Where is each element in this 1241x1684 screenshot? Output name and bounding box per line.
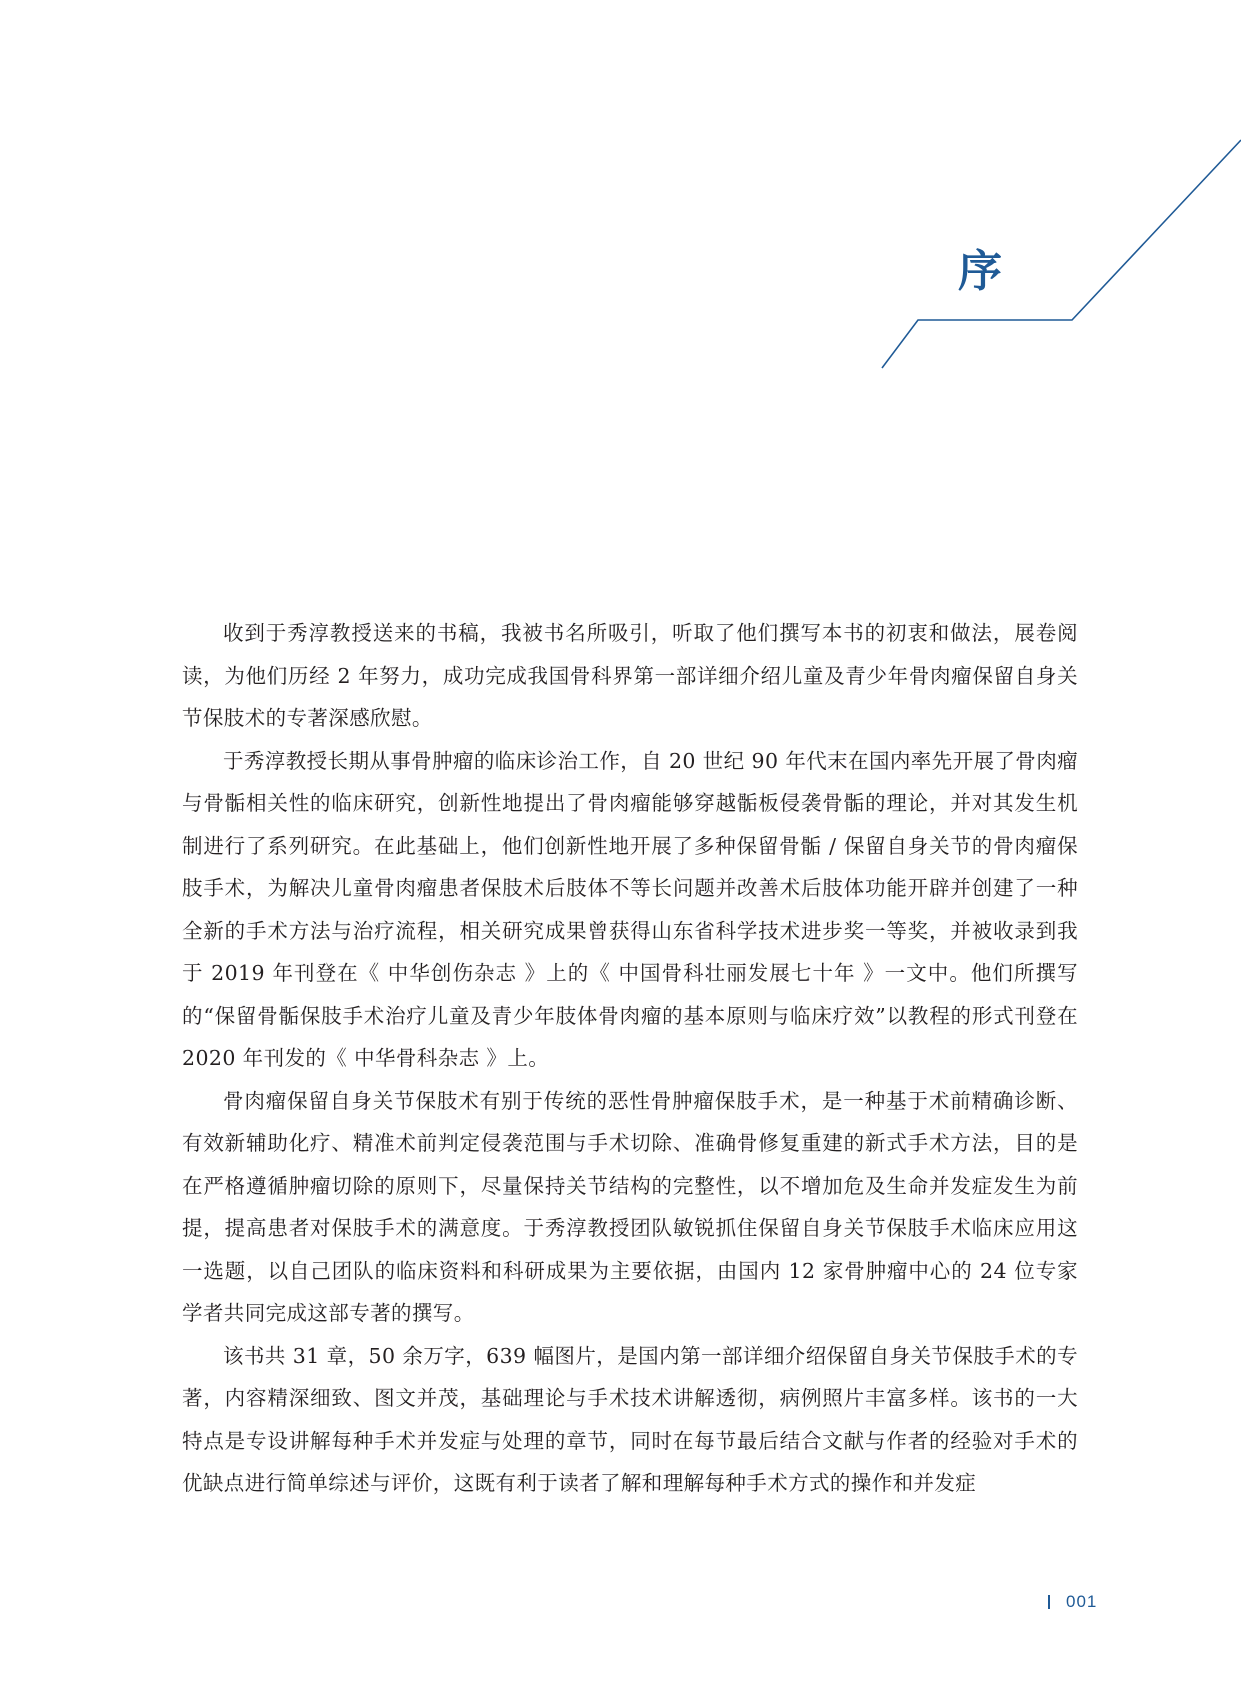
page-title: 序 bbox=[958, 246, 1002, 297]
paragraph-3: 骨肉瘤保留自身关节保肢术有别于传统的恶性骨肿瘤保肢手术，是一种基于术前精确诊断、有效新辅助化疗、精准术前判定侵袭范围与手术切除、准确骨修复重建的新式手术方法，目的是在严格遵循肿瘤切除的原则下，尽量保持关节结构的完整性，以不增加危及生命并发症发生为前提，提高患者对保肢手术的满意度。于秀淳教授团队敏锐抓住保留自身关节保肢手术临床应用这一选题，以自己团队的临床资料和科研成果为主要依据，由国内 12 家骨肿瘤中心的 24 位专家学者共同完成这部专著的撰写。 bbox=[182, 1088, 1078, 1325]
paragraph-1: 收到于秀淳教授送来的书稿，我被书名所吸引，听取了他们撰写本书的初衷和做法，展卷阅读，为他们历经 2 年努力，成功完成我国骨科界第一部详细介绍儿童及青少年骨肉瘤保留自身关节保肢术的专著深感欣慰。 bbox=[182, 621, 1078, 730]
preface-body bbox=[182, 612, 1078, 1505]
paragraph-2: 于秀淳教授长期从事骨肿瘤的临床诊治工作，自 20 世纪 90 年代末在国内率先开展了骨肉瘤与骨骺相关性的临床研究，创新性地提出了骨肉瘤能够穿越骺板侵袭骨骺的理论，并对其发生机制进行了系列研究。在此基础上，他们创新性地开展了多种保留骨骺 / 保留自身关节的骨肉瘤保肢手术，为解决儿童骨肉瘤患者保肢术后肢体不等长问题并改善术后肢体功能开辟并创建了一种全新的手术方法与治疗流程，相关研究成果曾获得山东省科学技术进步奖一等奖，并被收录到我于 2019 年刊登在《 中华创伤杂志 》上的《 中国骨科壮丽发展七十年 》一文中。他们所撰写的“保留骨骺保肢手术治疗儿童及青少年肢体骨肉瘤的基本原则与临床疗效”以教程的形式刊登在 2020 年刊发的《 中华骨科杂志 》上。 bbox=[182, 748, 1078, 1070]
paragraph-4: 该书共 31 章，50 余万字，639 幅图片，是国内第一部详细介绍保留自身关节保肢手术的专著，内容精深细致、图文并茂，基础理论与手术技术讲解透彻，病例照片丰富多样。该书的一大特点是专设讲解每种手术并发症与处理的章节，同时在每节最后结合文献与作者的经验对手术的优缺点进行简单综述与评价，这既有利于读者了解和理解每种手术方式的操作和并发症 bbox=[182, 1343, 1078, 1495]
page-number: 001 bbox=[1066, 1592, 1098, 1611]
page-number-divider bbox=[1048, 1595, 1050, 1609]
